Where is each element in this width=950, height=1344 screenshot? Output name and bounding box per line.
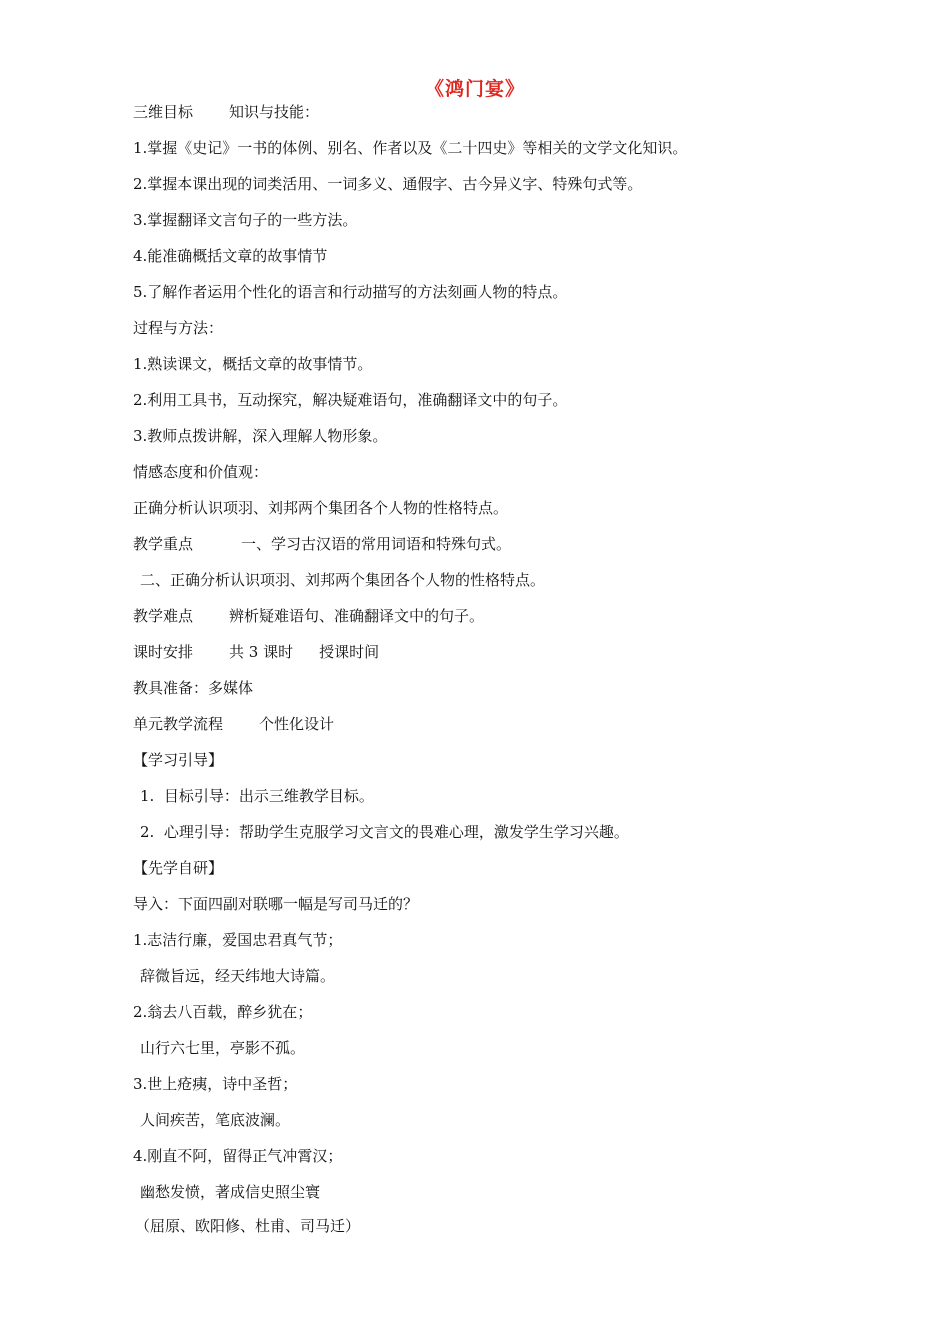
schedule-text: 共 3 课时 — [229, 643, 294, 661]
process-item-3: 3.教师点拨讲解，深入理解人物形象。 — [133, 427, 388, 445]
couplet-3-first: 3.世上疮痍，诗中圣哲； — [133, 1075, 298, 1093]
couplet-1-first: 1.志洁行廉，爱国忠君真气节； — [133, 931, 343, 949]
key-points-label: 教学重点 — [133, 535, 194, 553]
process-item-1: 1.熟读课文，概括文章的故事情节。 — [133, 355, 373, 373]
process-item-2: 2.利用工具书，互动探究，解决疑难语句，准确翻译文中的句子。 — [133, 391, 568, 409]
difficulty-label: 教学难点 — [133, 607, 194, 625]
knowledge-item-1: 1.掌握《史记》一书的体例、别名、作者以及《二十四史》等相关的文学文化知识。 — [133, 139, 688, 157]
self-study-intro: 导入：下面四副对联哪一幅是写司马迁的？ — [133, 895, 419, 913]
schedule-time-label: 授课时间 — [319, 643, 380, 661]
difficulty-line — [133, 606, 484, 626]
guide-heading: 【学习引导】 — [133, 751, 224, 769]
flow-label: 单元教学流程 — [133, 715, 224, 733]
difficulty-text: 辨析疑难语句、准确翻译文中的句子。 — [229, 607, 485, 625]
key-points-line — [133, 534, 511, 554]
knowledge-item-3: 3.掌握翻译文言句子的一些方法。 — [133, 211, 358, 229]
emotion-label: 情感态度和价值观： — [133, 463, 269, 481]
design-label: 个性化设计 — [259, 715, 335, 733]
guide-item-2: 2. 心理引导：帮助学生克服学习文言文的畏难心理，激发学生学习兴趣。 — [140, 823, 629, 841]
goals-header-line — [133, 102, 319, 122]
couplet-1-second: 辞微旨远，经天纬地大诗篇。 — [140, 967, 336, 985]
knowledge-item-2: 2.掌握本课出现的词类活用、一词多义、通假字、古今异义字、特殊句式等。 — [133, 175, 643, 193]
couplet-2-second: 山行六七里，亭影不孤。 — [140, 1039, 306, 1057]
self-study-heading: 【先学自研】 — [133, 859, 224, 877]
knowledge-label: 知识与技能： — [229, 103, 320, 121]
couplet-2-first: 2.翁去八百载，醉乡犹在； — [133, 1003, 313, 1021]
emotion-text: 正确分析认识项羽、刘邦两个集团各个人物的性格特点。 — [133, 499, 509, 517]
guide-item-1: 1. 目标引导：出示三维教学目标。 — [140, 787, 374, 805]
knowledge-item-4: 4.能准确概括文章的故事情节 — [133, 247, 328, 265]
couplet-4-first: 4.刚直不阿，留得正气冲霄汉； — [133, 1147, 343, 1165]
goals-label: 三维目标 — [133, 103, 194, 121]
answer-options: （屈原、欧阳修、杜甫、司马迁） — [135, 1217, 361, 1235]
process-label: 过程与方法： — [133, 319, 224, 337]
flow-line — [133, 714, 334, 734]
document-title: 《鸿门宴》 — [424, 78, 525, 100]
couplet-4-second: 幽愁发愤，著成信史照尘寰 — [140, 1183, 321, 1201]
key-point-2: 二、正确分析认识项羽、刘邦两个集团各个人物的性格特点。 — [140, 571, 546, 589]
key-point-1: 一、学习古汉语的常用词语和特殊句式。 — [241, 535, 512, 553]
couplet-3-second: 人间疾苦，笔底波澜。 — [140, 1111, 291, 1129]
tools-line: 教具准备：多媒体 — [133, 679, 254, 697]
knowledge-item-5: 5.了解作者运用个性化的语言和行动描写的方法刻画人物的特点。 — [133, 283, 568, 301]
schedule-line — [133, 642, 379, 662]
schedule-label: 课时安排 — [133, 643, 194, 661]
